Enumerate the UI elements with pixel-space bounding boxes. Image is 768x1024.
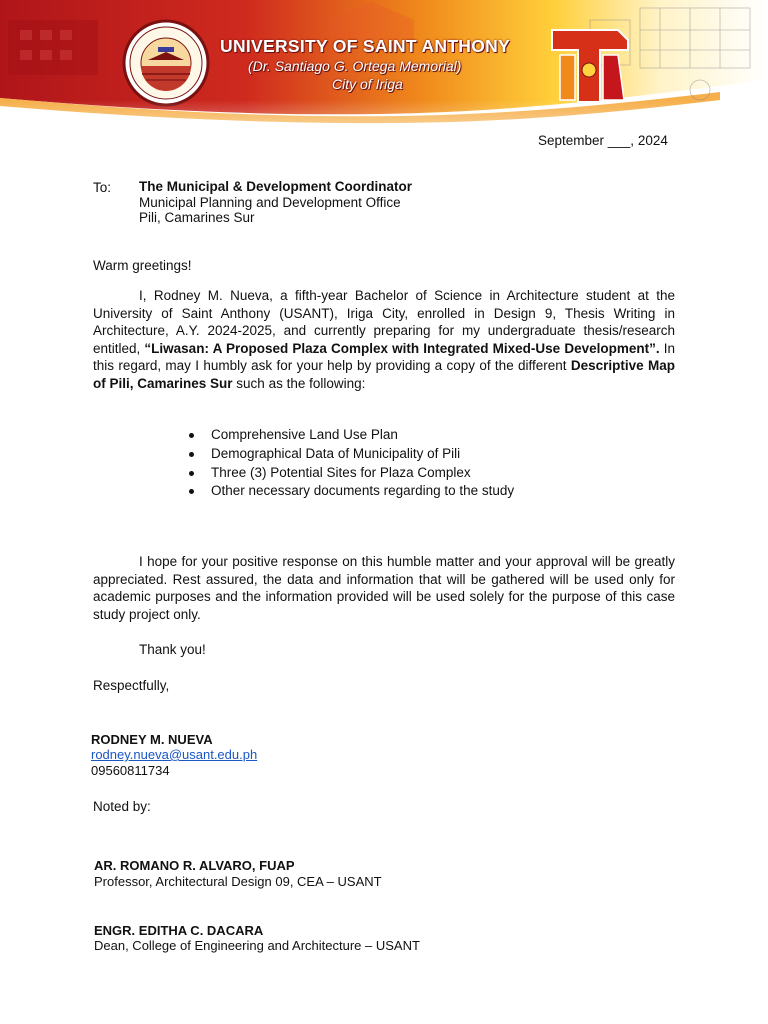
paragraph-request-text-c: such as the following: [232,375,366,391]
sender-name: RODNEY M. NUEVA [91,732,213,747]
official-name: AR. ROMANO R. ALVARO, FUAP [94,858,295,873]
letterhead-banner [0,0,768,125]
university-seal-icon [124,21,208,105]
sender-email-link[interactable]: rodney.nueva@usant.edu.ph [91,747,258,762]
map-title: Descriptive Map of Pili, Camarines Sur [93,358,675,391]
recipient-office: Municipal Planning and Development Office [139,194,401,210]
letter-date: September ___, 2024 [538,133,668,148]
list-item: Comprehensive Land Use Plan [186,426,514,445]
university-city: City of Iriga [332,76,403,92]
list-item: Other necessary documents regarding to the study [186,482,514,501]
paragraph-closing-text: I hope for your positive response on this humble matter and your approval will be greatly appreciated. Rest assured, the data and information that will be gathered will be used only for academic purposes and the information provided will be used solely for the purpose of this case study project only. [93,554,675,622]
official-name: ENGR. EDITHA C. DACARA [94,923,264,938]
list-item: Three (3) Potential Sites for Plaza Complex [186,464,514,483]
paragraph-request-text-a: I, Rodney M. Nueva, a fifth-year Bachelor of Science in Architecture student at the University of Saint Anthony (USANT), Iriga City, enrolled in Design 9, Thesis Writing in Architecture, A.Y. 2024-2025, and currently preparing for my undergraduate thesis/research entitled, [93,288,675,356]
thank-you: Thank you! [139,642,206,657]
list-item: Demographical Data of Municipality of Pili [186,445,514,464]
paragraph-request [93,287,675,393]
greeting: Warm greetings! [93,258,192,273]
closing-salutation: Respectfully, [93,678,170,693]
university-subtitle: (Dr. Santiago G. Ortega Memorial) [248,58,462,74]
usant-emblem-icon [552,30,628,102]
paragraph-closing [93,553,675,623]
noted-by-label: Noted by: [93,799,151,814]
recipient-name: The Municipal & Development Coordinator [139,179,413,194]
university-name: UNIVERSITY OF SAINT ANTHONY [220,36,511,56]
official-title: Dean, College of Engineering and Architecture – USANT [94,938,420,953]
recipient-address [139,179,412,226]
requested-items-list [186,426,514,501]
sender-phone: 09560811734 [91,763,170,778]
paragraph-request-text-b: In this regard, may I humbly ask for your help by providing a copy of the different [93,340,675,374]
recipient-location: Pili, Camarines Sur [139,210,255,225]
thesis-title: “Liwasan: A Proposed Plaza Complex with Integrated Mixed-Use Development”. [144,340,660,356]
official-title: Professor, Architectural Design 09, CEA – USANT [94,874,382,889]
to-label: To: [93,180,112,195]
